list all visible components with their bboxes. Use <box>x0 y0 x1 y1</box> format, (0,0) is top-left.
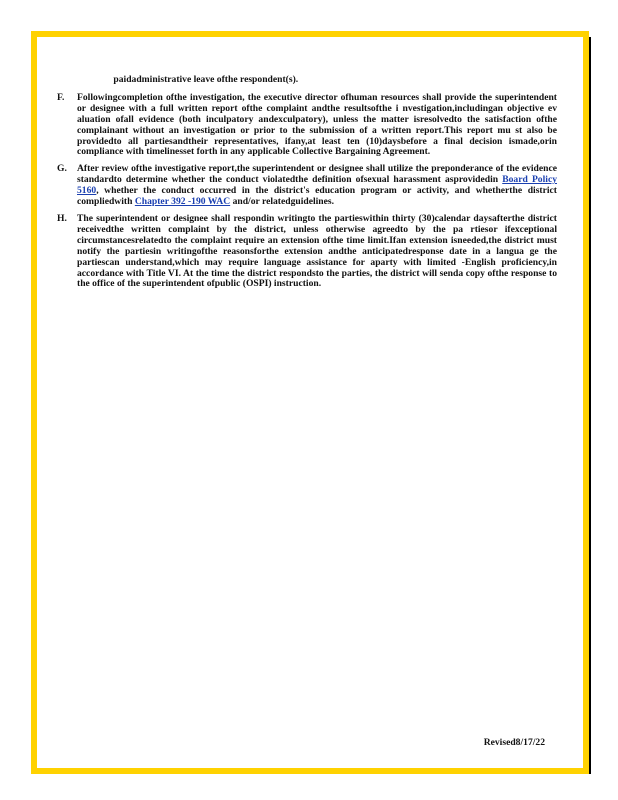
document-page <box>31 31 589 774</box>
document-content <box>57 75 557 296</box>
section-letter: H. <box>57 212 67 224</box>
section-text-part: After review ofthe investigative report,the superintendent or designee shall utilize the preponderance of the evidence standardto determine whether the conduct violatedthe definition ofsexual harassment asprovidedin <box>77 163 557 186</box>
section-text: Followingcompletion ofthe investigation, the executive director ofhuman resources shall provide the superintendent or designee with a full written report ofthe complaint andthe resultsofthe i nvestigation,includingan objective ev aluation ofall evidence (both inculpatory andexculpatory), unless the matter isresolvedto the satisfaction ofthe complainant without an investigation or prior to the submission of a written report.This report mu st also be providedto all partiesandtheir representatives, ifany,at least ten (10)daysbefore a final decision ismade,orin compliance with timelinesset forth in any applicable Collective Bargaining Agreement. <box>77 91 557 158</box>
section-letter: F. <box>57 91 65 103</box>
section-text-part: , whether the conduct occurred in the district's education program or activity, and whetherthe district compliedwith <box>77 185 557 208</box>
wac-chapter-link[interactable]: Chapter 392 -190 WAC <box>134 196 231 208</box>
revision-date: Revised8/17/22 <box>483 737 545 748</box>
section-text-part: and/or relatedguidelines. <box>232 196 335 208</box>
section-letter: G. <box>57 163 67 175</box>
bullet-text: paidadministrative leave ofthe respondent(s). <box>113 74 299 85</box>
section-g <box>57 164 557 208</box>
section-text <box>77 164 557 208</box>
section-f <box>57 93 557 158</box>
board-policy-link[interactable]: Board Policy 5160 <box>77 174 557 197</box>
section-text: The superintendent or designee shall respondin writingto the partieswithin thirty (30)calendar daysafterthe district receivedthe written complaint by the district, unless otherwise agreedto by the pa rtiesor ifexceptional circumstancesrelatedto the complaint require an extension ofthe time limit.Ifan extension isneeded,the district must notify the partiesin writingofthe reasonsforthe extension andthe anticipatedresponse date in a langua ge the partiescan understand,which may require language assistance for aparty with limited -English proficiency,in accordance with Title VI. At the time the district respondsto the parties, the district will senda copy ofthe response to the office of the superintendent ofpublic (OSPI) instruction. <box>77 212 557 290</box>
section-h <box>57 214 557 290</box>
bullet-item <box>97 75 557 86</box>
